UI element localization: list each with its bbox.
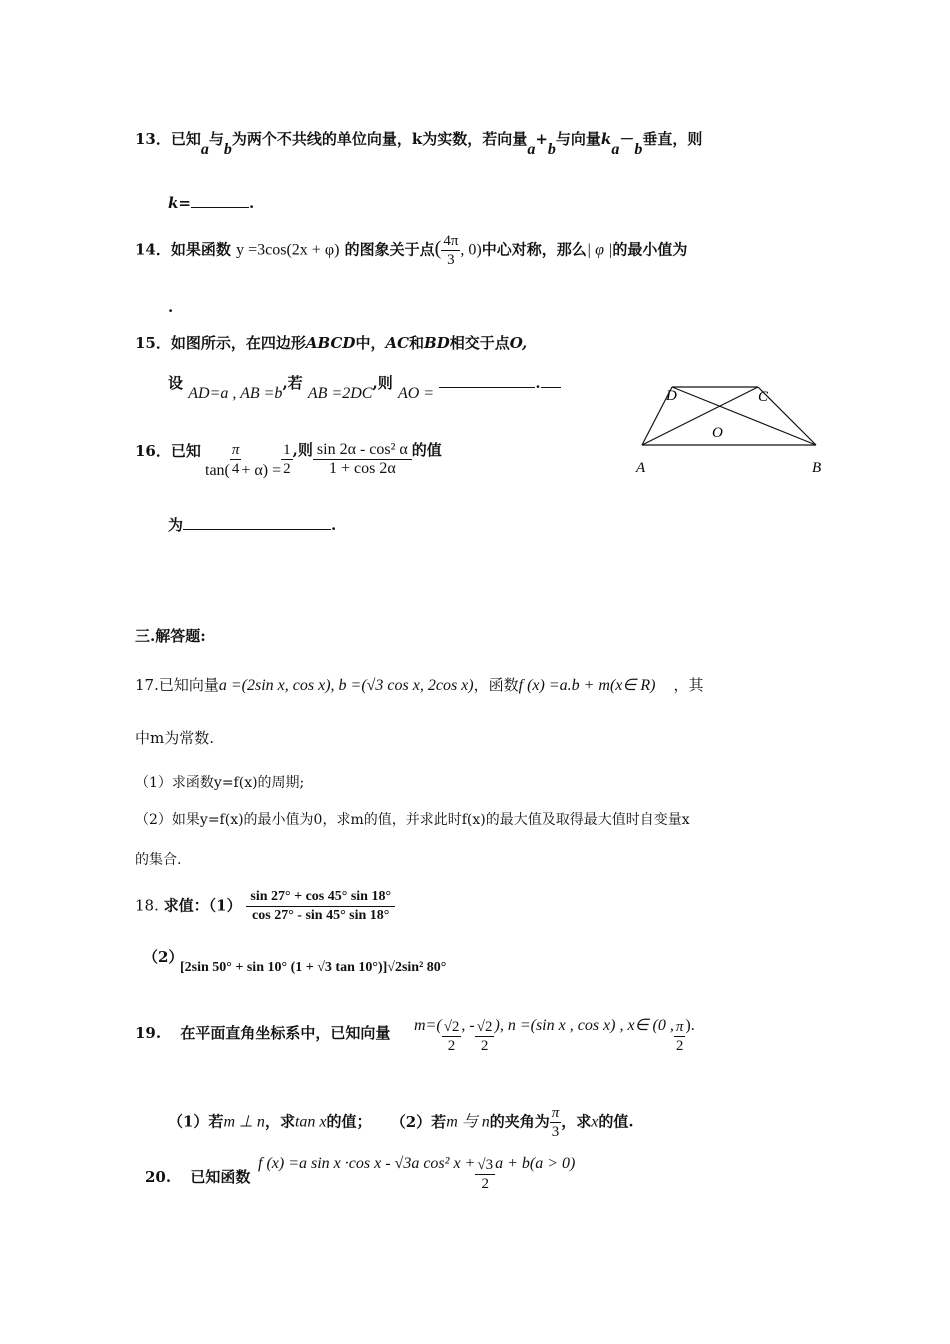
vector-b: b — [223, 141, 232, 158]
question-20 — [145, 1166, 250, 1187]
text: 的值； — [326, 1112, 372, 1131]
fraction-pi-over-4 — [230, 441, 242, 478]
question-19-parts — [168, 1104, 634, 1141]
denominator: 2 — [447, 1038, 456, 1054]
numerator: 1 — [283, 442, 291, 458]
math-expression: , - — [461, 1016, 475, 1034]
fraction-sqrt2-over-2 — [442, 1018, 462, 1055]
denominator: cos 27° - sin 45° sin 18° — [252, 908, 390, 923]
question-13-answer-line — [168, 194, 254, 212]
math-expression: ). — [685, 1016, 695, 1034]
question-17-part2: （2）如果y=f(x)的最小值为0，求m的值，并求此时f(x)的最大值及取得最大值时自变量x — [135, 812, 690, 828]
math-expression: AB =2DC — [307, 385, 373, 402]
fraction-18-1 — [246, 888, 395, 925]
math-var: AC — [385, 334, 410, 352]
answer-blank[interactable] — [191, 207, 249, 208]
operator: + — [535, 130, 548, 148]
question-number: 20. — [145, 1168, 172, 1186]
denominator: 4 — [231, 461, 240, 477]
question-number: 16． — [135, 442, 171, 460]
text: 如图所示，在四边形 — [170, 334, 306, 352]
denominator: 2 — [481, 1176, 489, 1192]
text: ,则 — [292, 440, 313, 459]
answer-blank-tail — [541, 387, 561, 388]
question-18-part2-expression: [2sin 50° + sin 10° (1 + √3 tan 10°)]√2sin² 80° — [180, 960, 447, 975]
diagonal-bd — [672, 387, 816, 445]
fraction-pi-over-2 — [674, 1018, 686, 1055]
vector-a: a — [200, 141, 209, 158]
vector-b: b — [547, 141, 556, 158]
paren: ( — [434, 237, 442, 260]
math-expression: AO = — [397, 385, 435, 402]
text: 相交于点 — [449, 334, 510, 352]
text: 为 — [168, 516, 184, 534]
numerator: π — [231, 442, 240, 458]
math-expression: m 与 n — [446, 1113, 490, 1131]
text: ，函数 — [473, 676, 519, 694]
math-expression: tan x — [294, 1113, 327, 1131]
math-var: x — [591, 1113, 599, 1131]
var-k: k — [600, 130, 612, 148]
label-d: D — [666, 388, 677, 404]
fraction-pi-over-3 — [550, 1104, 562, 1141]
answer-blank[interactable] — [183, 529, 331, 530]
denominator: 2 — [675, 1038, 684, 1054]
question-16-answer-line — [168, 514, 336, 535]
fraction-half — [281, 441, 293, 478]
fraction-sqrt3-over-2 — [475, 1156, 495, 1193]
question-number: 14． — [135, 240, 171, 259]
question-17-line2: 中m为常数. — [135, 729, 214, 747]
text: k= — [168, 194, 191, 212]
question-14-dot: . — [168, 298, 174, 316]
numerator: √2 — [476, 1019, 493, 1035]
question-number: 19. — [135, 1024, 162, 1042]
math-expression: f (x) =a.b + m(x∈ R) — [518, 677, 656, 694]
label-a: A — [636, 460, 646, 476]
text: . — [331, 516, 337, 534]
trapezoid-figure — [630, 380, 830, 480]
text: 垂直，则 — [642, 130, 703, 148]
math-var: O, — [509, 334, 528, 352]
question-17-part2-cont: 的集合. — [135, 852, 182, 868]
math-expression: | φ | — [586, 241, 613, 259]
text: 与 — [208, 130, 224, 148]
math-expression: y =3cos(2x + φ) — [236, 241, 340, 259]
numerator: π — [675, 1019, 684, 1035]
denominator: 1 + cos 2α — [328, 460, 396, 477]
label-c: C — [758, 389, 769, 405]
denominator: 3 — [551, 1124, 560, 1140]
question-18 — [135, 888, 395, 925]
denominator: 2 — [480, 1038, 489, 1054]
question-13 — [135, 128, 703, 158]
text: 已知 — [170, 442, 201, 460]
question-17-part1: （1）求函数y=f(x)的周期; — [135, 775, 305, 791]
vector-a: a — [611, 141, 620, 158]
math-expression: m=( — [414, 1016, 442, 1034]
text: 的图象关于点 — [344, 240, 435, 259]
operator: － — [619, 130, 635, 148]
math-expression: f (x) =a sin x ·cos x - √3a cos² x + — [258, 1154, 476, 1172]
text: 在平面直角坐标系中，已知向量 — [180, 1024, 391, 1042]
question-17 — [135, 674, 703, 695]
numerator: sin 27° + cos 45° sin 18° — [246, 888, 395, 907]
text: ，其 — [673, 676, 704, 694]
label-o: O — [712, 425, 723, 441]
numerator: √2 — [443, 1019, 460, 1035]
label-b: B — [812, 460, 822, 476]
question-19 — [135, 1022, 390, 1043]
vector-a: a — [527, 141, 536, 158]
text: 已知 — [170, 130, 201, 148]
text: ，求 — [561, 1112, 592, 1131]
denominator: 2 — [283, 461, 291, 477]
numerator: sin 2α - cos² α — [313, 441, 412, 460]
text: 的值 — [411, 440, 442, 459]
text: （2）若 — [390, 1112, 447, 1131]
text: . — [535, 374, 541, 392]
fraction-sqrt2-over-2 — [475, 1018, 495, 1055]
text: 与向量 — [555, 130, 601, 148]
text: ，求 — [264, 1112, 295, 1131]
math-expression: tan( — [205, 461, 230, 479]
text: 和 — [409, 334, 425, 352]
section-heading: 三.解答题: — [135, 627, 206, 645]
text: . — [248, 194, 255, 212]
denominator: 3 — [447, 252, 455, 268]
answer-blank[interactable] — [439, 387, 535, 388]
math-expression: AD=a , AB =b — [188, 385, 283, 402]
question-number: 18. — [135, 896, 159, 915]
question-16 — [135, 440, 201, 461]
question-15-line2 — [168, 372, 561, 402]
fraction — [441, 232, 460, 269]
diagonal-ac — [642, 387, 758, 445]
math-expression: , 0) — [460, 241, 482, 259]
text: ,若 — [282, 374, 303, 392]
text: 的夹角为 — [489, 1112, 550, 1131]
question-number: 13． — [135, 130, 171, 148]
text: 为两个不共线的单位向量，k为实数，若向量 — [231, 130, 528, 148]
text: 如果函数 — [170, 240, 231, 259]
text: （2） — [143, 948, 184, 966]
text: 的最小值为 — [612, 240, 688, 259]
math-expression: a + b(a > 0) — [495, 1154, 576, 1172]
question-19-vectors — [414, 1018, 695, 1055]
numerator: 4π — [443, 233, 459, 249]
text: 中， — [355, 334, 386, 352]
text: 的值. — [598, 1112, 634, 1131]
question-number: 15． — [135, 334, 171, 352]
math-expression: a =(2sin x, cos x), b =(√3 cos x, 2cos x) — [218, 677, 474, 694]
text: 已知函数 — [190, 1168, 251, 1186]
text: 求值：（1） — [163, 896, 242, 915]
question-16-expression — [205, 441, 442, 478]
text: 17.已知向量 — [135, 676, 219, 694]
math-expression: m ⊥ n — [223, 1113, 265, 1131]
question-15 — [135, 332, 527, 353]
fraction-main — [313, 441, 412, 478]
math-expression: ), n =(sin x , cos x) , x∈ (0 , — [494, 1016, 674, 1034]
math-expression: + α) = — [241, 461, 282, 479]
text: 中心对称，那么 — [481, 240, 587, 259]
text: 设 — [168, 374, 184, 392]
math-var: ABCD — [305, 334, 356, 352]
numerator: √3 — [477, 1157, 494, 1173]
question-20-expression — [258, 1156, 575, 1193]
numerator: π — [551, 1105, 560, 1121]
vector-b: b — [634, 141, 643, 158]
question-18-part2 — [143, 946, 183, 967]
math-var: BD — [424, 334, 450, 352]
question-14 — [135, 232, 687, 269]
text: ,则 — [372, 374, 393, 392]
text: （1）若 — [168, 1112, 224, 1131]
